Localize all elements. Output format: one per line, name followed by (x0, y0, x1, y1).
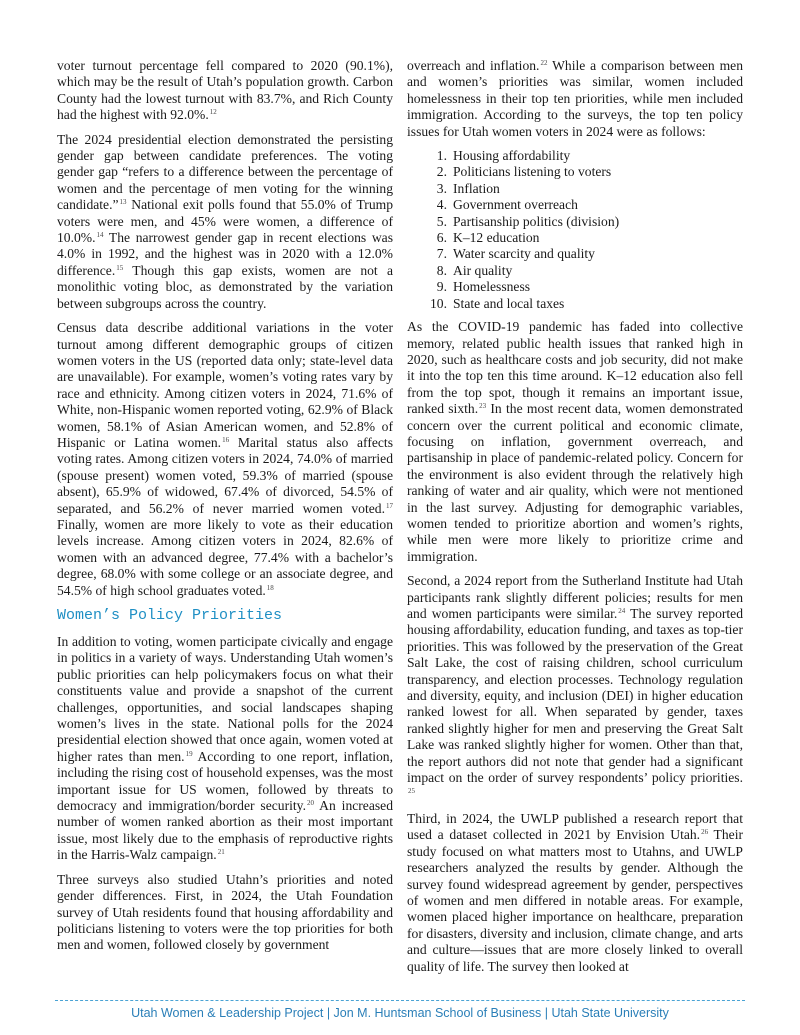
paragraph: Second, a 2024 report from the Sutherland Institute had Utah participants rank slightly different policies; results for men and women participants were similar.$^{24}$ The survey reported housing affordability, education funding, and taxes as top-tier priorities. This was followed by the preservation of the Great Salt Lake, the cost of raising children, school curriculum transparency, and election processes. Technology regulation and diversity, equity, and inclusion (DEI) in higher education ranked lowest for all. When separated by gender, taxes ranked slightly higher for men and preserving the Great Salt Lake was ranked slightly higher for women. Other than that, the report authors did not note that gender had a significant impact on the order of survey respondents’ policy priorities. $^{25}$ (407, 573, 743, 796)
footnote-ref[interactable]: 18 (266, 583, 274, 592)
list-item-label: Politicians listening to voters (453, 164, 612, 180)
list-item-label: K–12 education (453, 230, 540, 246)
page-footer: Utah Women & Leadership Project | Jon M. Huntsman School of Business | Utah State University (131, 1006, 669, 1020)
footnote-ref[interactable]: 24 (618, 607, 626, 615)
footnote-ref[interactable]: 20 (306, 799, 314, 808)
paragraph: In addition to voting, women participate civically and engage in politics in a variety of ways. Understanding Utah women’s public priorities can help policymakers focus on what their constituents value and provide a snapshot of the current challenges, opportunities, and social landscapes shaping women’s lives in the state. National polls for the 2024 presidential election showed that once again, women voted at higher rates than men.$^{19}$ According to one report, inflation, including the rising cost of household expenses, was the most important issue for US women, followed by threats to democracy and immigration/border security.$^{20}$ An increased number of women ranked abortion as their most important issue, most likely due to the emphasis of reproductive rights in the Harris-Walz campaign.$^{21}$ (57, 634, 393, 863)
footnote-ref[interactable]: 21 (217, 848, 225, 857)
list-item-label: Government overreach (453, 197, 578, 213)
footnote-ref[interactable]: 26 (701, 828, 709, 837)
footnote-ref[interactable]: 19 (185, 749, 193, 758)
list-item-label: Water scarcity and quality (453, 246, 595, 262)
footnote-ref[interactable]: 15 (116, 263, 124, 272)
list-number: 3. (436, 180, 447, 196)
list-item (407, 148, 743, 164)
footnote-ref[interactable]: 22 (540, 59, 548, 67)
list-item-label: State and local taxes (453, 295, 565, 311)
list-item (407, 214, 743, 230)
list-item (407, 164, 743, 180)
list-item (407, 296, 743, 312)
list-item (407, 263, 743, 279)
list-item-label: Air quality (453, 262, 513, 278)
list-item (407, 246, 743, 262)
footnote-ref[interactable]: 12 (209, 108, 217, 117)
paragraph: As the COVID-19 pandemic has faded into collective memory, related public health issues that ranked high in 2020, such as healthcare costs and job security, did not make it into the top ten this time around. K–12 education also fell from the top spot, though it remains an important issue, ranked sixth.$^{23}$ In the most recent data, women demonstrated concern over the current political and economic climate, focusing on inflation, government overreach, and partisanship in place of pandemic-related policy. Concern for the environment is also evident through the relatively high ranking of water and air quality, which were not mentioned in the last survey. Adjusting for demographic variables, women tended to prioritize abortion and women’s rights, while men were more likely to prioritize crime and immigration. (407, 319, 743, 564)
section-heading: Women’s Policy Priorities (57, 607, 283, 624)
footnote-ref[interactable]: 17 (386, 501, 393, 510)
list-number: 6. (436, 230, 447, 246)
list-item (407, 279, 743, 295)
list-number: 7. (436, 246, 447, 262)
list-item (407, 230, 743, 246)
paragraph: voter turnout percentage fell compared to 2020 (90.1%), which may be the result of Utah’s population growth. Carbon County had the lowest turnout with 83.7%, and Rich County had the highest with 92.0%.$^{12}$ (57, 58, 393, 123)
right-column (407, 58, 743, 983)
list-item (407, 197, 743, 213)
paragraph: Third, in 2024, the UWLP published a research report that used a dataset collected in 2021 by Envision Utah.$^{26}$ Their study focused on what matters most to Utahns, and UWLP researchers analyzed the results by gender. Although the survey found widespread agreement by gender, perspectives of women and men differed in notable areas. For example, women placed higher importance on healthcare, preparation for disasters, diversity and inclusion, climate change, and arts and culture—issues that are more closely linked to overall quality of life. The survey then looked at (407, 810, 743, 974)
list-item (407, 181, 743, 197)
list-number: 9. (436, 279, 447, 295)
list-number: 10. (430, 295, 447, 311)
priorities-list (407, 148, 743, 312)
footer-divider (55, 1000, 745, 1001)
list-item-label: Partisanship politics (division) (453, 213, 620, 229)
footnote-ref[interactable]: 13 (119, 198, 127, 207)
list-number: 1. (436, 148, 447, 164)
footnote-ref[interactable]: 23 (479, 402, 487, 411)
footnote-ref[interactable]: 14 (96, 231, 104, 240)
footnote-ref[interactable]: 16 (222, 435, 230, 444)
paragraph: Census data describe additional variations in the voter turnout among different demographic groups of citizen women voters in the US (reported data only; state-level data are unavailable). For example, women’s voting rates vary by race and ethnicity. Among citizen voters in 2024, 71.6% of White, non-Hispanic women reported voting, 62.9% of Black women, 58.1% of Asian American women, and 52.8% of Hispanic or Latina women.$^{16}$ Marital status also affects voting rates. Among citizen voters in 2024, 74.0% of married (spouse present) women voted, 59.3% of married (spouse absent), 65.9% of widowed, 67.4% of divorced, 54.5% of separated, and 56.2% of never married women voted.$^{17}$ Finally, women are more likely to vote as their education levels increase. Among citizen voters in 2024, 82.6% of women with an advanced degree, 77.4% with a bachelor’s degree, 68.0% with some college or an associate degree, and 54.5% of high school graduates voted.$^{18}$ (57, 320, 393, 598)
paragraph: overreach and inflation.$^{22}$ While a comparison between men and women’s priorities was similar, women included homelessness in their top ten priorities, while men included immigration. According to the surveys, the top ten policy issues for Utah women voters in 2024 were as follows: (407, 58, 743, 139)
list-number: 8. (436, 262, 447, 278)
list-number: 2. (436, 164, 447, 180)
list-number: 4. (436, 197, 447, 213)
list-number: 5. (436, 213, 447, 229)
paragraph: The 2024 presidential election demonstrated the persisting gender gap between candidate preferences. The voting gender gap “refers to a difference between the percentage of women and the percentage of men voting for the winning candidate.”$^{13}$ National exit polls found that 55.0% of Trump voters were men, and 45% were women, a difference of 10.0%.$^{14}$ The narrowest gender gap in recent elections was 4.0% in 1992, and the highest was in 2020 with a 12.0% difference.$^{15}$ Though this gap exists, women are not a monolithic voting bloc, as demonstrated by the variation between subgroups across the country. (57, 131, 393, 311)
left-column (57, 58, 393, 962)
footnote-ref[interactable]: 25 (408, 787, 415, 796)
paragraph: Three surveys also studied Utahn’s priorities and noted gender differences. First, in 2024, the Utah Foundation survey of Utah residents found that housing affordability and politicians listening to voters were the top priorities for both men and women, followed closely by government (57, 871, 393, 953)
list-item-label: Homelessness (453, 279, 531, 295)
list-item-label: Inflation (453, 180, 500, 196)
list-item-label: Housing affordability (453, 148, 571, 164)
